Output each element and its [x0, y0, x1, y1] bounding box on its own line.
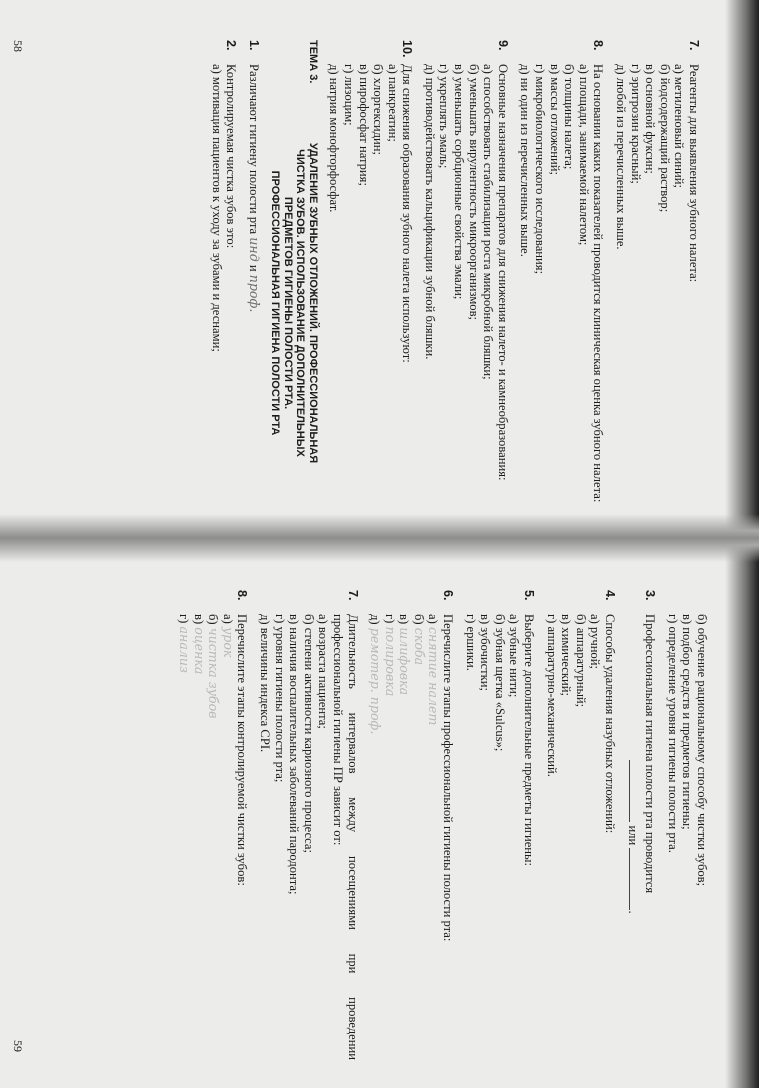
left-page: [209, 40, 709, 510]
question-text: Основные назначения препаратов для снижения налето- и камнеобразования:: [495, 64, 510, 481]
answer-option: г) лизоцим;: [341, 64, 356, 126]
blank-line: [629, 848, 641, 910]
answer-option: б) хлоргексидин;: [371, 64, 386, 156]
page-number: 59: [11, 1040, 25, 1052]
question-7-right: [257, 590, 359, 1060]
answer-option: в) основной фуксин;: [643, 64, 658, 174]
section-title-line: УДАЛЕНИЕ ЗУБНЫХ ОТЛОЖЕНИЙ. ПРОФЕССИОНАЛЬНАЯ: [306, 142, 319, 464]
answer-option: б) скоба: [411, 614, 427, 666]
question-number: 6.: [441, 590, 456, 601]
answer-option: б) обучение рациональному способу чистки зубов;: [695, 614, 709, 887]
answer-option: а) ручной;: [588, 614, 603, 669]
answer-option: б) уменьшать вирулентность микроорганизмов;: [466, 64, 481, 321]
book-gutter: [0, 514, 759, 562]
question-text: Длительность интервалов между посещениями при проведении профессиональной гигиены ПР зависит от:: [330, 614, 360, 1060]
page-number: 58: [11, 40, 25, 52]
section-heading: [269, 40, 319, 510]
question-7: [613, 40, 701, 510]
answer-option: б) аппаратурный;: [573, 614, 588, 708]
question-number: 7.: [687, 40, 701, 51]
answer-option: б) йодсодержащий раствор;: [657, 64, 672, 213]
answer-option: а) способствовать стабилизации роста микробной бляшки;: [481, 64, 496, 380]
handwritten-answer: инд: [246, 237, 262, 262]
answer-option: г) определение уровня гигиены полости рта.: [665, 614, 680, 853]
answer-option: в) химический;: [559, 614, 574, 696]
question-text: Реагенты для выявления зубного налета:: [687, 64, 701, 283]
question-text: Для снижения образования зубного налета используют:: [400, 64, 415, 363]
question-text: Способы удаления назубных отложений:: [603, 614, 618, 834]
blank-line: [629, 760, 641, 822]
answer-option: а) метиленовый синий;: [672, 64, 687, 188]
question-8-right: [176, 590, 249, 1060]
answer-option: г) укреплять эмаль;: [437, 64, 452, 169]
answer-option: д) величины индекса CPI.: [257, 614, 272, 753]
answer-option: в) пирофосфат натрия;: [356, 64, 371, 186]
question-6: [368, 590, 456, 1060]
answer-option: д) ни один из перечисленных выше.: [518, 64, 533, 257]
answer-option: в) зубочистки;: [478, 614, 493, 692]
answer-option: а) снятие налет: [426, 614, 442, 726]
question-10: [327, 40, 415, 510]
question-5: [463, 590, 536, 1060]
tema-question-1: [246, 40, 261, 510]
question-number: 3.: [643, 590, 658, 601]
answer-option: а) мотивация пациентов к уходу за зубами и деснами;: [209, 64, 224, 352]
question-text: Перечислите этапы контролируемой чистки зубов:: [235, 614, 250, 886]
fill-in-blank: или .: [625, 614, 641, 1060]
section-title-line: ЧИСТКА ЗУБОВ. ИСПОЛЬЗОВАНИЕ ДОПОЛНИТЕЛЬНЫХ: [294, 149, 307, 457]
question-9: [422, 40, 510, 510]
question-text: Профессиональная гигиена полости рта проводится: [643, 614, 658, 894]
answer-option: в) наличия воспалительных заболеваний пародонта;: [287, 614, 302, 895]
answer-option: в) шлифовка: [397, 614, 413, 696]
handwritten-answer: полировка: [382, 626, 398, 697]
answer-option: г) анализ: [177, 614, 192, 673]
question-number: 7.: [345, 590, 360, 601]
answer-option: в) уменьшать сорбционные свойства эмали;: [452, 64, 467, 300]
answer-option: б) степени активности кариозного процесса;: [301, 614, 316, 854]
answer-option: а) зубные нити;: [507, 614, 522, 698]
answer-option: в) оценка: [191, 614, 207, 675]
answer-option: д) ремотер. проф.: [368, 614, 384, 735]
handwritten-answer: анализ: [177, 626, 192, 673]
question-number: 4.: [603, 590, 618, 601]
answer-option: в) подбор средств и предметов гигиены;: [680, 614, 695, 830]
question-text: Выберите дополнительные предметы гигиены:: [522, 614, 537, 867]
section-label: ТЕМА 3.: [306, 40, 319, 84]
question-number: 5.: [522, 590, 537, 601]
handwritten-answer: шлифовка: [397, 627, 413, 696]
question-number: 10.: [400, 40, 415, 58]
answer-option: г) микробиологического исследования;: [533, 64, 548, 275]
right-page: [176, 590, 709, 1060]
answer-option: а) панкреатин;: [385, 64, 400, 142]
question-connector: и: [246, 264, 261, 272]
question-text: Контролируемая чистка зубов это:: [224, 64, 239, 249]
answer-option: б) чистка зубов: [206, 614, 222, 719]
handwritten-answer: проф.: [246, 274, 262, 313]
tema-question-2: [209, 40, 238, 510]
answer-option: г) эритрозин красный;: [628, 64, 643, 184]
question-text: Различают гигиену полости рта: [246, 64, 261, 235]
answer-option: б) зубная щетка «Sulcus»;: [492, 614, 507, 752]
answer-option: д) любой из перечисленных выше.: [614, 64, 629, 250]
answer-option: а) урок: [220, 614, 236, 658]
answer-option: а) возраста пациента;: [316, 614, 331, 729]
question-number: 8.: [591, 40, 606, 51]
section-title-line: ПРЕДМЕТОВ ГИГИЕНЫ ПОЛОСТИ РТА.: [281, 196, 294, 410]
answer-option: а) площади, занимаемой налетом;: [576, 64, 591, 246]
answer-option: г) ершики.: [463, 614, 478, 671]
handwritten-answer: скоба: [411, 627, 427, 666]
answer-option: г) уровня гигиены полости рта;: [272, 614, 287, 783]
answer-option: б) толщины налета;: [562, 64, 577, 170]
answer-option: г) аппаратурно-механический.: [544, 614, 559, 777]
answer-option: в) массы отложений;: [547, 64, 562, 175]
question-8: [518, 40, 606, 510]
handwritten-answer: оценка: [191, 627, 207, 675]
handwritten-answer: снятие налет: [426, 626, 442, 726]
question-number: 9.: [495, 40, 510, 51]
handwritten-answer: урок: [220, 626, 236, 658]
answer-option: д) противодействовать кальцификации зубной бляшки.: [422, 64, 437, 360]
question-number: 1.: [246, 40, 261, 51]
answer-option: г) полировка: [382, 614, 398, 697]
handwritten-answer: чистка зубов: [206, 627, 222, 719]
blank-connector: или: [625, 825, 640, 846]
section-title-line: ПРОФЕССИОНАЛЬНАЯ ГИГИЕНА ПОЛОСТИ РТА: [269, 170, 282, 436]
question-3: [625, 590, 657, 1060]
question-4: [544, 590, 617, 1060]
question-text: Перечислите этапы профессиональной гигиены полости рта:: [441, 614, 456, 942]
question-number: 2.: [224, 40, 239, 51]
question-text: На основании каких показателей проводится клиническая оценка зубного налета:: [591, 64, 606, 503]
answer-option: д) натрия монофторфосфат.: [327, 64, 342, 213]
handwritten-answer: ремотер. проф.: [368, 627, 384, 735]
question-number: 8.: [235, 590, 250, 601]
